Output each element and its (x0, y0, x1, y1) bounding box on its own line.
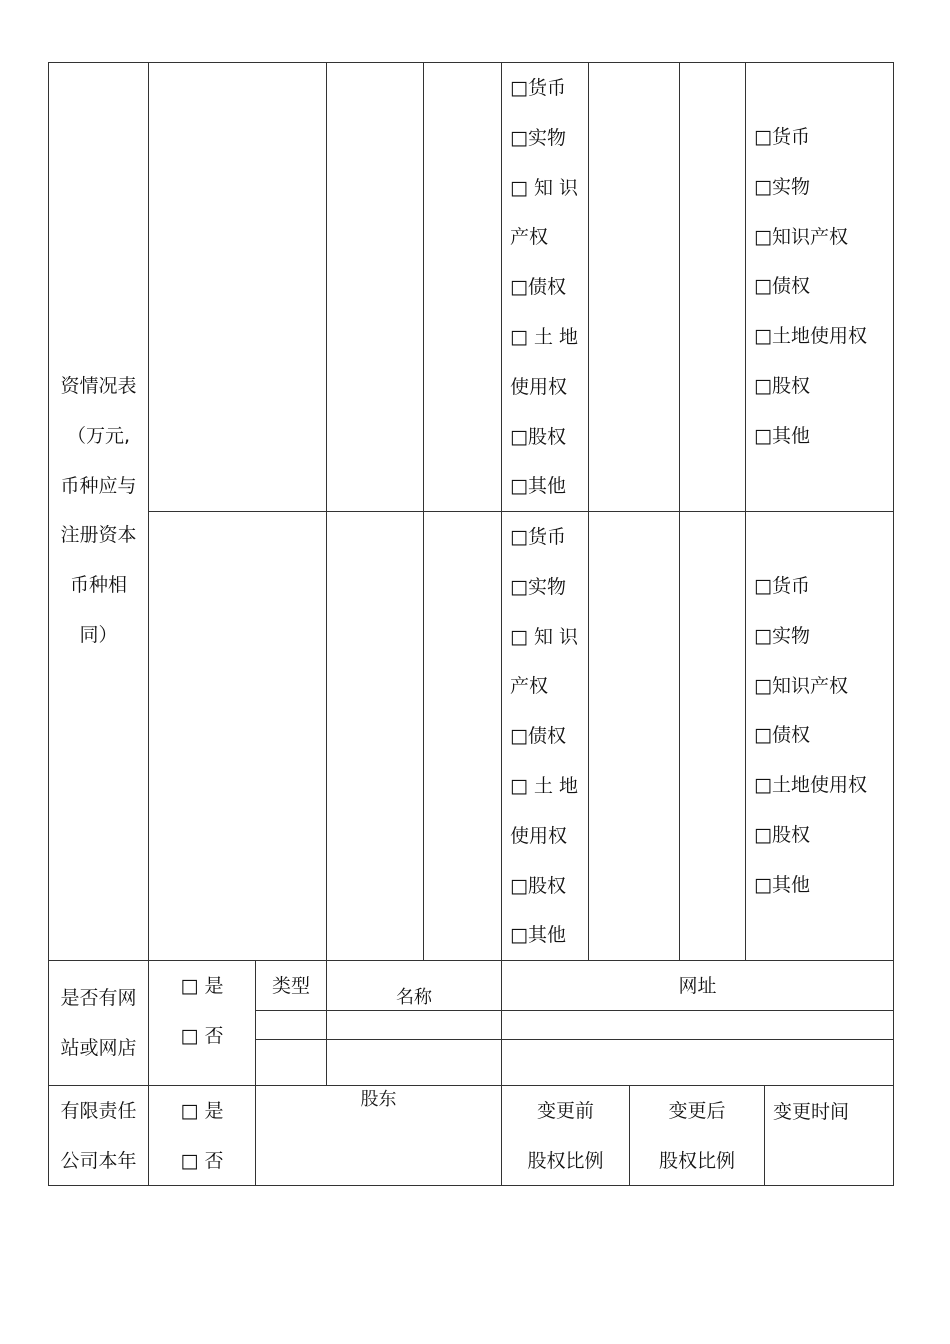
invest-section-label (49, 362, 148, 661)
checkbox-option[interactable]: □股权 (754, 374, 810, 397)
row1-method-options (510, 64, 588, 512)
label-line: 有限责任 (60, 1100, 137, 1122)
checkbox-option[interactable]: □ 土 地 (510, 325, 579, 348)
checkbox-option[interactable]: □债权 (510, 725, 566, 748)
checkbox-option[interactable]: □货币 (754, 126, 810, 148)
label-line: 币种相 (69, 574, 127, 597)
table-border-top (48, 62, 894, 63)
header-line: 股权比例 (527, 1149, 604, 1172)
checkbox-option-continued: 使用权 (510, 375, 568, 398)
label-line: 同） (79, 623, 118, 646)
no-checkbox[interactable]: □ 否 (180, 1149, 224, 1172)
checkbox-option[interactable]: □土地使用权 (754, 774, 867, 797)
checkbox-option[interactable]: □知识产权 (754, 674, 848, 697)
change-time-header: 变更时间 (773, 1101, 850, 1123)
website-type-header: 类型 (271, 975, 310, 997)
checkbox-option[interactable]: □债权 (754, 724, 810, 747)
shareholder-header: 股东 (360, 1089, 397, 1110)
checkbox-option[interactable]: □货币 (510, 526, 566, 548)
checkbox-option[interactable]: □ 知 识 (510, 625, 579, 648)
yes-checkbox[interactable]: □ 是 (180, 975, 224, 997)
checkbox-option[interactable]: □知识产权 (754, 225, 848, 248)
checkbox-option[interactable]: □ 土 地 (510, 774, 579, 797)
checkbox-option[interactable]: □土地使用权 (754, 325, 867, 348)
label-line: 资情况表 (60, 375, 137, 397)
col-divider-invest-1 (326, 62, 327, 960)
checkbox-option[interactable]: □实物 (510, 126, 566, 149)
checkbox-option[interactable]: □债权 (510, 276, 566, 299)
after-ratio-header (630, 1087, 764, 1187)
checkbox-option[interactable]: □ 知 识 (510, 176, 579, 199)
col-divider-invest-4 (588, 62, 589, 960)
equity-yes-no (149, 1087, 255, 1187)
checkbox-option[interactable]: □货币 (754, 575, 810, 597)
row2-method-options-alt (754, 562, 892, 911)
col-divider-invest-6 (745, 62, 746, 960)
col-divider-invest-3 (501, 62, 502, 960)
checkbox-option-continued: 产权 (510, 675, 549, 698)
label-line: （万元, (66, 424, 131, 447)
row1-method-options-alt (754, 113, 892, 462)
label-line: 站或网店 (60, 1036, 137, 1059)
checkbox-option[interactable]: □货币 (510, 77, 566, 99)
checkbox-option[interactable]: □债权 (754, 275, 810, 298)
checkbox-option[interactable]: □实物 (754, 624, 810, 647)
label-line: 是否有网 (60, 987, 137, 1009)
row2-method-options (510, 513, 588, 961)
checkbox-option[interactable]: □其他 (754, 424, 810, 447)
equity-section-label (49, 1087, 148, 1187)
yes-checkbox[interactable]: □ 是 (180, 1100, 224, 1122)
before-ratio-header (502, 1087, 629, 1187)
header-line: 股权比例 (658, 1149, 735, 1172)
checkbox-option[interactable]: □股权 (510, 425, 566, 448)
table-border-right (893, 62, 894, 1186)
checkbox-option[interactable]: □股权 (510, 874, 566, 897)
col-divider-invest-5 (679, 62, 680, 960)
website-row-divider (255, 1039, 894, 1040)
checkbox-option[interactable]: □其他 (510, 924, 566, 947)
col-divider-equity-2 (764, 1085, 765, 1185)
label-line: 公司本年 (60, 1149, 137, 1172)
checkbox-option-continued: 产权 (510, 226, 549, 249)
checkbox-option[interactable]: □实物 (510, 575, 566, 598)
website-name-header: 名称 (396, 987, 432, 1008)
checkbox-option[interactable]: □其他 (510, 475, 566, 498)
no-checkbox[interactable]: □ 否 (180, 1024, 224, 1047)
header-line: 变更前 (536, 1100, 594, 1122)
website-url-header: 网址 (678, 975, 717, 997)
checkbox-option[interactable]: □股权 (754, 823, 810, 846)
col-divider-invest-2 (423, 62, 424, 960)
label-line: 币种应与 (60, 474, 137, 497)
website-yes-no (149, 962, 255, 1062)
label-line: 注册资本 (60, 524, 137, 547)
header-line: 变更后 (668, 1100, 726, 1122)
checkbox-option[interactable]: □实物 (754, 175, 810, 198)
checkbox-option-continued: 使用权 (510, 824, 568, 847)
checkbox-option[interactable]: □其他 (754, 873, 810, 896)
website-section-label (49, 974, 148, 1074)
